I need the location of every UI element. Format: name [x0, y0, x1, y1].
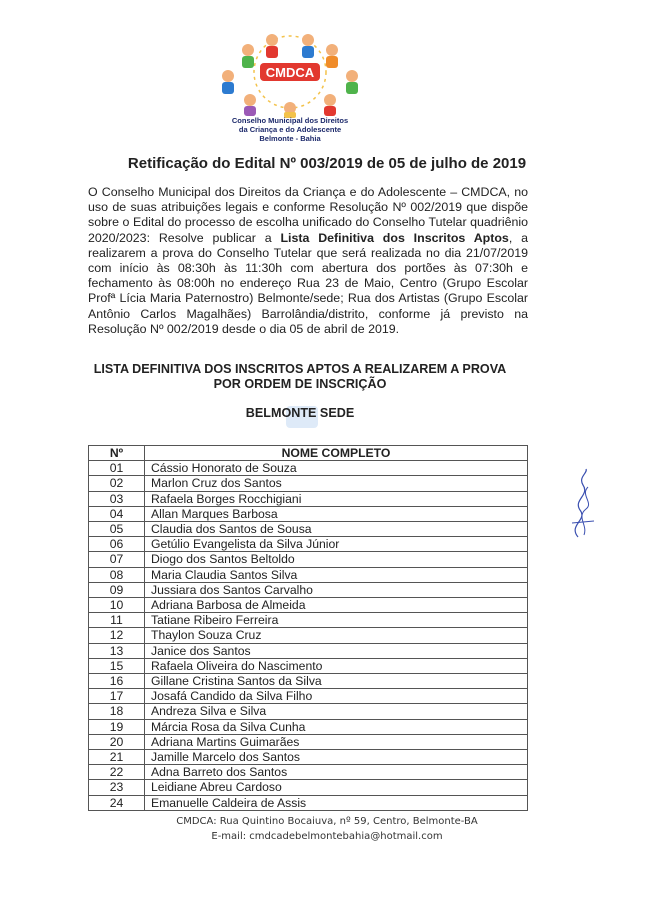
row-full-name: Adriana Barbosa de Almeida — [145, 598, 528, 613]
candidates-table — [88, 445, 528, 811]
row-full-name: Adriana Martins Guimarães — [145, 734, 528, 749]
table-body — [89, 461, 528, 811]
row-full-name: Rafaela Oliveira do Nascimento — [145, 658, 528, 673]
list-heading-2: POR ORDEM DE INSCRIÇÃO — [213, 377, 387, 391]
row-full-name: Adna Barreto dos Santos — [145, 765, 528, 780]
row-full-name: Allan Marques Barbosa — [145, 506, 528, 521]
row-full-name: Maria Claudia Santos Silva — [145, 567, 528, 582]
table-header-row — [89, 446, 528, 461]
list-heading-1: LISTA DEFINITIVA DOS INSCRITOS APTOS A REALIZAREM A PROVA — [93, 362, 507, 376]
footer-email: E-mail: cmdcadebelmontebahia@hotmail.com — [211, 831, 443, 842]
row-number: 09 — [89, 582, 145, 597]
row-number: 03 — [89, 491, 145, 506]
location-heading: BELMONTE SEDE — [245, 406, 355, 420]
column-header-name: NOME COMPLETO — [145, 446, 528, 461]
row-number: 12 — [89, 628, 145, 643]
table-row — [89, 476, 528, 491]
table-row — [89, 704, 528, 719]
row-number: 22 — [89, 765, 145, 780]
table-row — [89, 567, 528, 582]
row-full-name: Marlon Cruz dos Santos — [145, 476, 528, 491]
table-row — [89, 598, 528, 613]
row-number: 10 — [89, 598, 145, 613]
table-row — [89, 780, 528, 795]
row-number: 05 — [89, 522, 145, 537]
row-number: 11 — [89, 613, 145, 628]
row-full-name: Cássio Honorato de Souza — [145, 461, 528, 476]
cmdca-logo — [200, 30, 380, 145]
table-row — [89, 613, 528, 628]
table-row — [89, 765, 528, 780]
row-number: 24 — [89, 795, 145, 810]
table-row — [89, 537, 528, 552]
row-full-name: Leidiane Abreu Cardoso — [145, 780, 528, 795]
row-full-name: Jamille Marcelo dos Santos — [145, 750, 528, 765]
row-full-name: Tatiane Ribeiro Ferreira — [145, 613, 528, 628]
table-row — [89, 689, 528, 704]
row-full-name: Josafá Candido da Silva Filho — [145, 689, 528, 704]
paragraph-bold: Lista Definitiva dos Inscritos Aptos — [280, 230, 509, 245]
table-row — [89, 643, 528, 658]
row-number: 01 — [89, 461, 145, 476]
row-full-name: Andreza Silva e Silva — [145, 704, 528, 719]
document-title: Retificação do Edital Nº 003/2019 de 05 de julho de 2019 — [127, 155, 527, 172]
row-number: 15 — [89, 658, 145, 673]
row-full-name: Emanuelle Caldeira de Assis — [145, 795, 528, 810]
row-number: 18 — [89, 704, 145, 719]
table-row — [89, 506, 528, 521]
logo-line-1: Conselho Municipal dos Direitos — [231, 116, 349, 125]
table-row — [89, 461, 528, 476]
table-row — [89, 719, 528, 734]
table-row — [89, 522, 528, 537]
footer-address: CMDCA: Rua Quintino Bocaiuva, nº 59, Centro, Belmonte-BA — [176, 816, 478, 827]
handwritten-signature — [558, 465, 608, 545]
row-number: 08 — [89, 567, 145, 582]
children-circle-illustration — [210, 30, 370, 118]
row-number: 19 — [89, 719, 145, 734]
table-row — [89, 674, 528, 689]
logo-line-2: da Criança e do Adolescente — [238, 125, 342, 134]
row-number: 07 — [89, 552, 145, 567]
row-full-name: Gillane Cristina Santos da Silva — [145, 674, 528, 689]
row-full-name: Thaylon Souza Cruz — [145, 628, 528, 643]
logo-badge-text: CMDCA — [265, 65, 315, 80]
row-number: 06 — [89, 537, 145, 552]
paragraph-part-2: , a realizarem a prova do Conselho Tutelar que será realizada no dia 21/07/2019 com início às 08:30h às 11:30h com abertura dos portões às 07:30h e fechamento às 08:00h no endereço Rua 23 de Maio, Centro (Grupo Escolar Profª Lícia Maria Paternostro) Belmonte/sede; Rua dos Artistas (Grupo Escolar Antônio Carlos Magalhães) Barrolândia/distrito, conforme já previsto na Resolução Nº 002/2019 desde o dia 05 de abril de 2019. — [88, 230, 528, 336]
row-number: 04 — [89, 506, 145, 521]
table-row — [89, 658, 528, 673]
table-row — [89, 628, 528, 643]
row-number: 23 — [89, 780, 145, 795]
row-number: 20 — [89, 734, 145, 749]
table-row — [89, 491, 528, 506]
row-full-name: Rafaela Borges Rocchigiani — [145, 491, 528, 506]
row-number: 13 — [89, 643, 145, 658]
row-full-name: Janice dos Santos — [145, 643, 528, 658]
row-number: 02 — [89, 476, 145, 491]
table-row — [89, 750, 528, 765]
row-number: 17 — [89, 689, 145, 704]
column-header-number: Nº — [89, 446, 145, 461]
logo-line-3: Belmonte - Bahia — [259, 134, 321, 143]
row-full-name: Diogo dos Santos Beltoldo — [145, 552, 528, 567]
row-full-name: Getúlio Evangelista da Silva Júnior — [145, 537, 528, 552]
table-row — [89, 734, 528, 749]
row-number: 16 — [89, 674, 145, 689]
table-row — [89, 795, 528, 810]
row-number: 21 — [89, 750, 145, 765]
row-full-name: Jussiara dos Santos Carvalho — [145, 582, 528, 597]
table-row — [89, 552, 528, 567]
intro-paragraph — [88, 185, 528, 337]
row-full-name: Claudia dos Santos de Sousa — [145, 522, 528, 537]
row-full-name: Márcia Rosa da Silva Cunha — [145, 719, 528, 734]
paragraph-part-1: O Conselho Municipal dos Direitos da Criança e do Adolescente – CMDCA, no uso de suas atribuições legais e conforme Resolução Nº 002/2019 que dispõe sobre o Edital do processo de escolha unificado do Conselho Tutelar quadriênio 2020/2023: Resolve publicar a — [88, 185, 528, 245]
table-row — [89, 582, 528, 597]
